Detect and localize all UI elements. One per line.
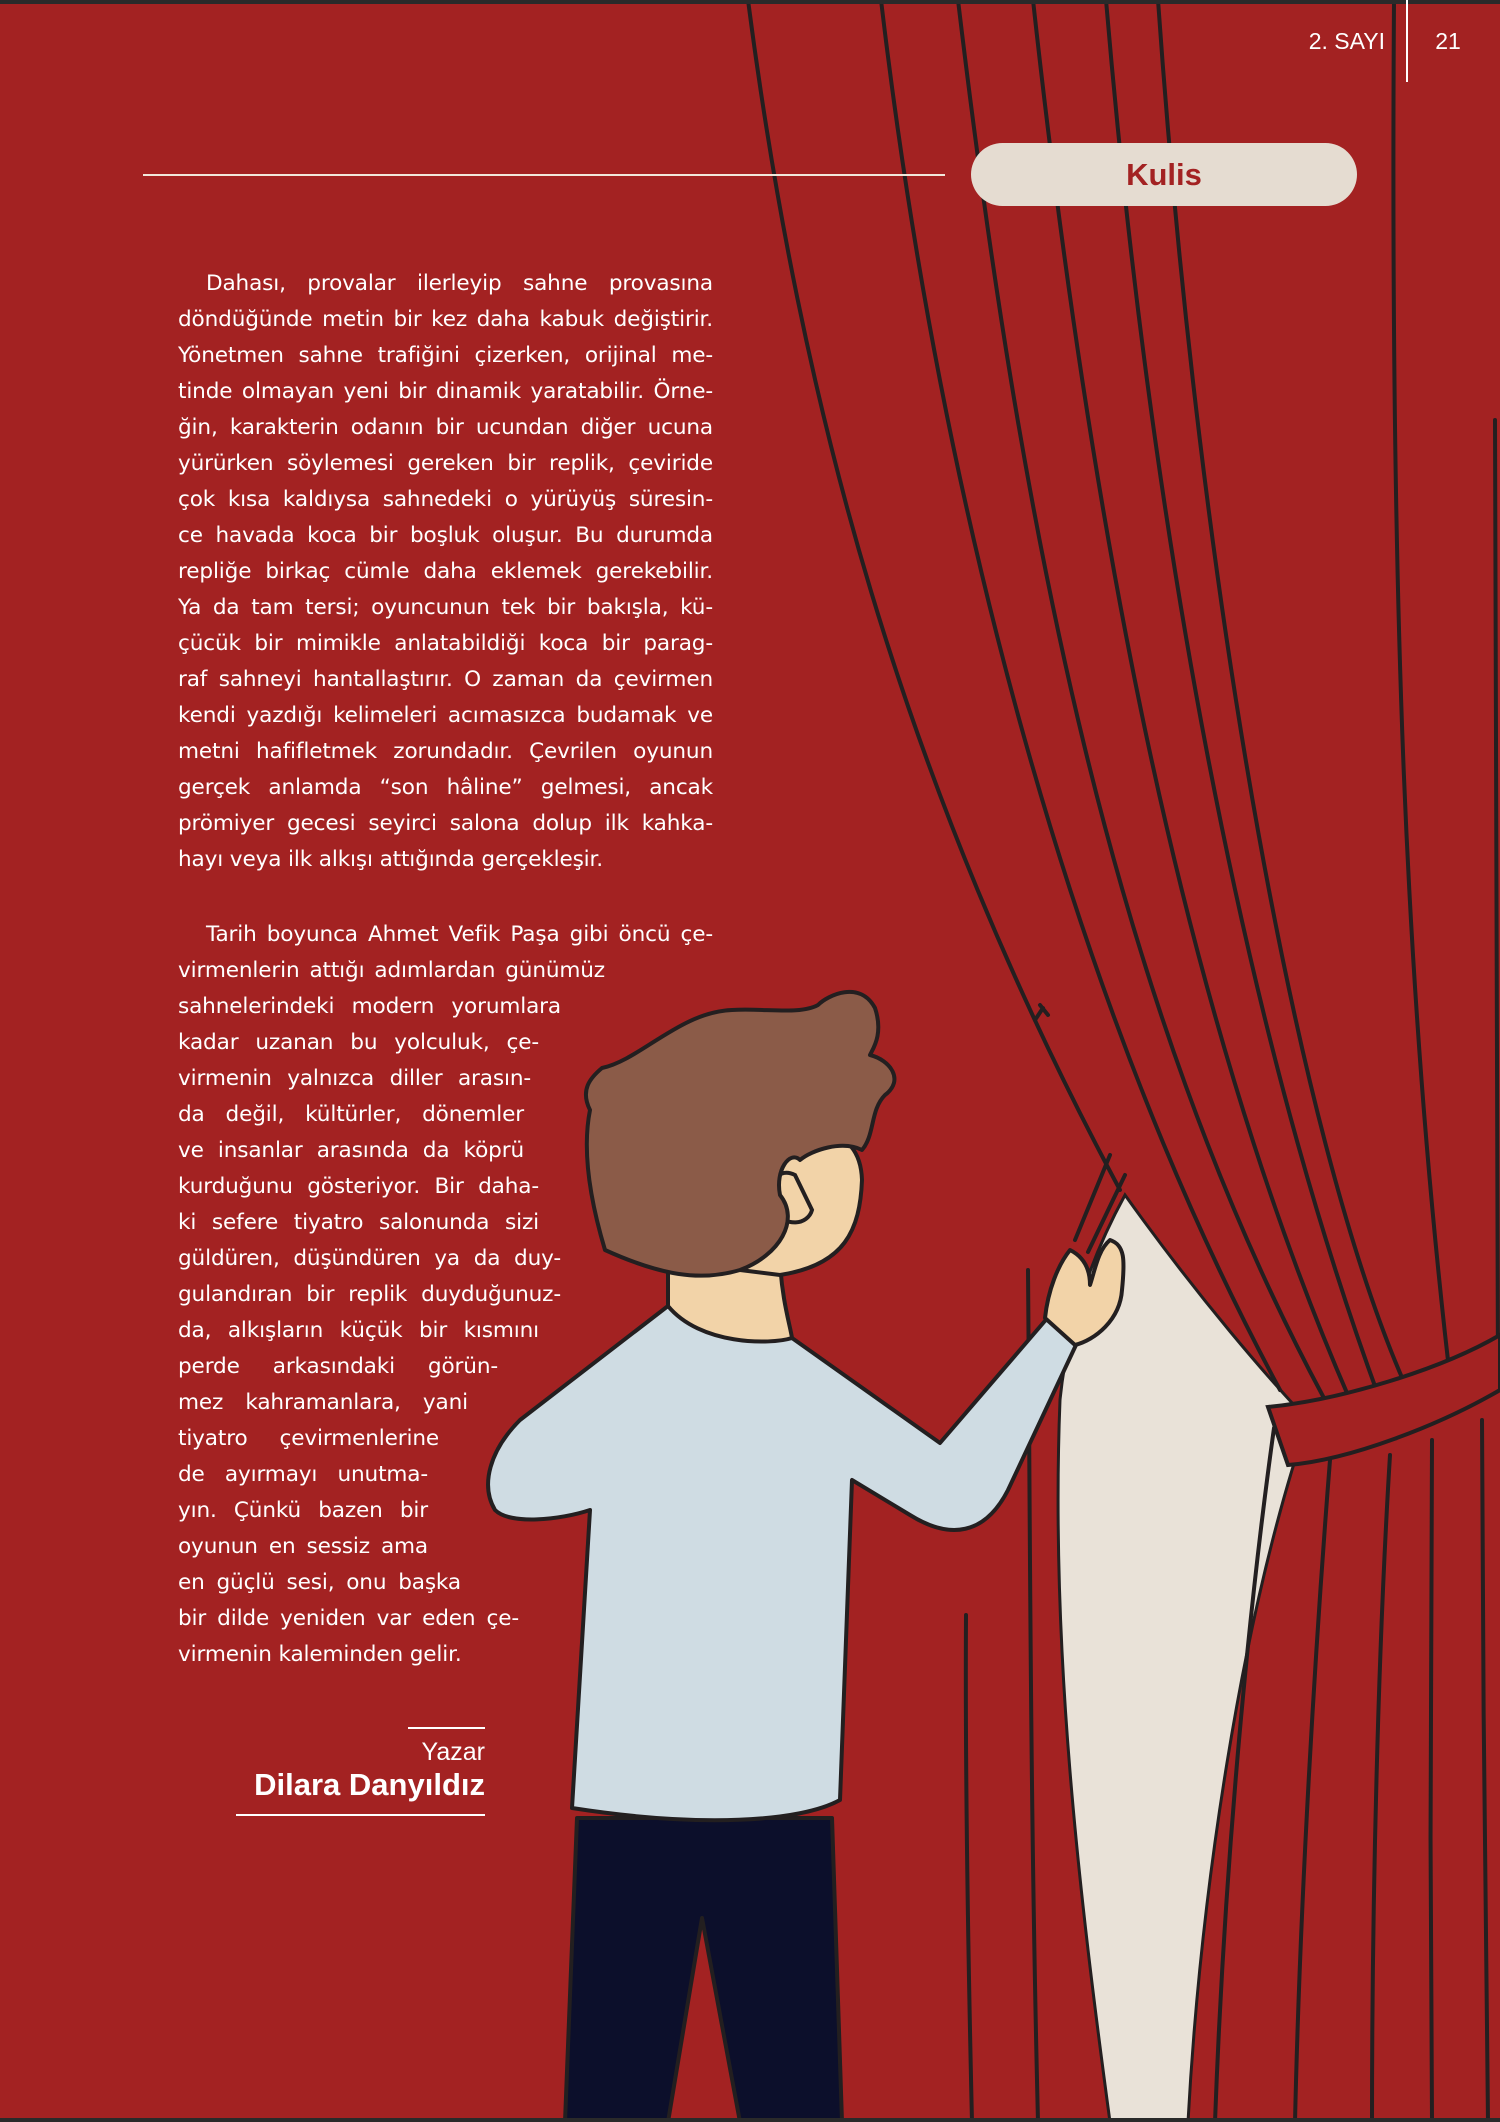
article-line: kurduğunu gösteriyor. Bir daha- (178, 1174, 539, 1199)
section-tag (971, 143, 1357, 206)
article-line: prömiyer gecesi seyirci salona dolup ilk kahka- (178, 811, 713, 836)
article-line: kendi yazdığı kelimeleri acımasızca budamak ve (178, 703, 713, 728)
author-role: Yazar (421, 1738, 485, 1766)
article-line: repliğe birkaç cümle daha eklemek gerekebilir. (178, 559, 713, 584)
author-name: Dilara Danyıldız (254, 1767, 485, 1802)
article-line: Tarih boyunca Ahmet Vefik Paşa gibi öncü çe- (206, 922, 713, 947)
issue-label: 2. SAYI (1308, 28, 1385, 54)
article-line: tinde olmayan yeni bir dinamik yaratabilir. Örne- (178, 379, 713, 404)
article-paragraph-1 (178, 266, 713, 878)
article-line: Yönetmen sahne trafiğini çizerken, orijinal me- (178, 343, 713, 368)
article-line: oyunun en sessiz ama (178, 1534, 428, 1559)
article-paragraph-2 (178, 917, 713, 1673)
article-line: ğin, karakterin odanın bir ucundan diğer ucuna (178, 415, 713, 440)
section-label: Kulis (1126, 156, 1202, 192)
article-line: hayı veya ilk alkışı attığında gerçekleşir. (178, 847, 603, 872)
article-line: yın. Çünkü bazen bir (178, 1498, 428, 1523)
article-line: perde arkasındaki görün- (178, 1354, 498, 1379)
bottom-border (0, 2118, 1500, 2122)
article-line: virmenlerin attığı adımlardan günümüz (178, 958, 605, 983)
article-line: sahnelerindeki modern yorumlara (178, 994, 561, 1019)
article-line: da, alkışların küçük bir kısmını (178, 1318, 539, 1343)
article-line: bir dilde yeniden var eden çe- (178, 1606, 519, 1631)
article-line: Ya da tam tersi; oyuncunun tek bir bakışla, kü- (178, 595, 713, 620)
article-line: tiyatro çevirmenlerine (178, 1426, 439, 1451)
top-border (0, 0, 1500, 4)
article-line: en güçlü sesi, onu başka (178, 1570, 461, 1595)
article-line: güldüren, düşündüren ya da duy- (178, 1246, 561, 1271)
page-number: 21 (1435, 28, 1461, 54)
article-line: gerçek anlamda “son hâline” gelmesi, ancak (178, 775, 713, 800)
article-line: metni hafifletmek zorundadır. Çevrilen oyunun (178, 739, 713, 764)
article-line: mez kahramanlara, yani (178, 1390, 468, 1415)
article-line: gulandıran bir replik duyduğunuz- (178, 1282, 561, 1307)
article-line: de ayırmayı unutma- (178, 1462, 428, 1487)
boy-pants (565, 1818, 842, 2122)
article-line: çok kısa kaldıysa sahnedeki o yürüyüş süresin- (178, 487, 713, 512)
article-line: kadar uzanan bu yolculuk, çe- (178, 1030, 539, 1055)
author-rule-top (408, 1727, 485, 1729)
article-line: Dahası, provalar ilerleyip sahne provasına (206, 271, 713, 296)
article-line: ce havada koca bir boşluk oluşur. Bu durumda (178, 523, 713, 548)
author-rule-bottom (236, 1814, 485, 1816)
header-divider (1406, 0, 1408, 82)
article-line: ve insanlar arasında da köprü (178, 1138, 524, 1163)
article-line: da değil, kültürler, dönemler (178, 1102, 524, 1127)
article-line: raf sahneyi hantallaştırır. O zaman da çevirmen (178, 667, 713, 692)
article-line: yürürken söylemesi gereken bir replik, çeviride (178, 451, 713, 476)
section-rule (143, 174, 945, 176)
article-line: ki sefere tiyatro salonunda sizi (178, 1210, 539, 1235)
article-line: virmenin yalnızca diller arasın- (178, 1066, 531, 1091)
article-line: çücük bir mimikle anlatabildiği koca bir parag- (178, 631, 713, 656)
article-line: virmenin kaleminden gelir. (178, 1642, 462, 1667)
article-line: döndüğünde metin bir kez daha kabuk değiştirir. (178, 307, 713, 332)
